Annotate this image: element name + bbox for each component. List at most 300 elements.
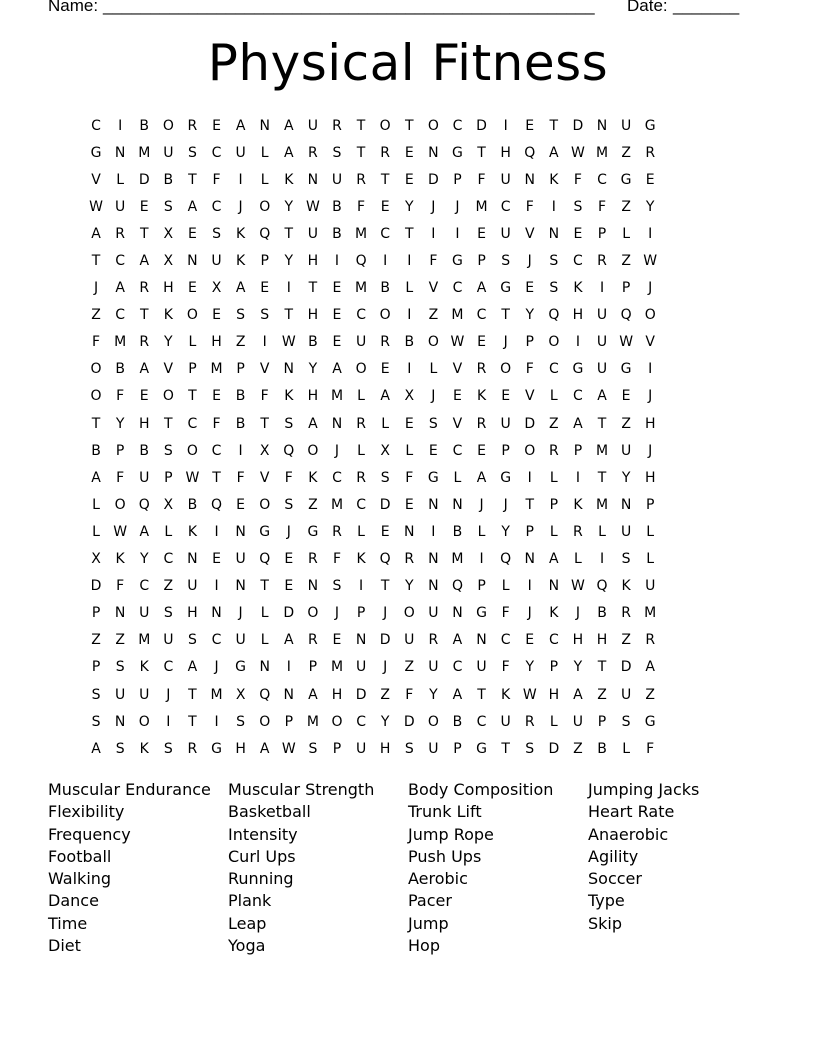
grid-letter[interactable]: C bbox=[500, 632, 511, 649]
grid-letter[interactable]: Q bbox=[211, 496, 223, 513]
grid-letter[interactable]: C bbox=[380, 225, 391, 242]
grid-letter[interactable]: N bbox=[620, 496, 632, 513]
grid-letter[interactable]: Z bbox=[91, 632, 101, 649]
grid-letter[interactable]: O bbox=[355, 361, 367, 378]
grid-letter[interactable]: M bbox=[210, 361, 223, 378]
grid-letter[interactable]: N bbox=[211, 605, 222, 622]
grid-letter[interactable]: P bbox=[477, 253, 486, 270]
grid-letter[interactable]: S bbox=[404, 740, 414, 757]
grid-letter[interactable]: Y bbox=[501, 523, 510, 540]
grid-letter[interactable]: Q bbox=[620, 307, 632, 324]
grid-letter[interactable]: K bbox=[115, 551, 125, 568]
grid-letter[interactable]: K bbox=[236, 225, 246, 242]
grid-letter[interactable]: B bbox=[332, 225, 342, 242]
grid-letter[interactable]: X bbox=[211, 280, 222, 297]
grid-letter[interactable]: R bbox=[573, 523, 583, 540]
grid-letter[interactable]: G bbox=[500, 280, 512, 297]
grid-letter[interactable]: T bbox=[477, 686, 486, 703]
grid-letter[interactable]: Z bbox=[621, 632, 631, 649]
grid-letter[interactable]: Y bbox=[404, 198, 414, 215]
grid-letter[interactable]: O bbox=[307, 605, 319, 622]
grid-letter[interactable]: L bbox=[549, 388, 558, 405]
grid-letter[interactable]: I bbox=[359, 578, 364, 595]
grid-letter[interactable]: O bbox=[548, 334, 560, 351]
grid-letter[interactable]: E bbox=[236, 496, 246, 513]
grid-letter[interactable]: E bbox=[332, 307, 342, 324]
grid-letter[interactable]: F bbox=[116, 388, 125, 405]
grid-letter[interactable]: L bbox=[357, 523, 365, 540]
grid-letter[interactable]: L bbox=[357, 442, 365, 459]
grid-letter[interactable]: N bbox=[283, 686, 295, 703]
grid-letter[interactable]: C bbox=[573, 253, 583, 270]
grid-letter[interactable]: N bbox=[548, 578, 560, 595]
grid-letter[interactable]: J bbox=[238, 605, 243, 622]
grid-letter[interactable]: C bbox=[356, 496, 366, 513]
grid-letter[interactable]: E bbox=[525, 280, 535, 297]
grid-letter[interactable]: S bbox=[525, 740, 535, 757]
grid-letter[interactable]: F bbox=[501, 605, 510, 622]
grid-letter[interactable]: C bbox=[187, 415, 198, 432]
grid-letter[interactable]: W bbox=[89, 198, 103, 215]
grid-letter[interactable]: O bbox=[259, 713, 271, 730]
grid-letter[interactable]: L bbox=[188, 334, 197, 351]
grid-letter[interactable]: O bbox=[403, 605, 415, 622]
grid-letter[interactable]: R bbox=[356, 469, 366, 486]
grid-letter[interactable]: H bbox=[187, 605, 198, 622]
grid-letter[interactable]: E bbox=[453, 388, 462, 405]
grid-letter[interactable]: U bbox=[428, 605, 439, 622]
grid-letter[interactable]: P bbox=[164, 469, 173, 486]
grid-letter[interactable]: A bbox=[259, 740, 270, 757]
grid-letter[interactable]: J bbox=[383, 659, 388, 676]
grid-letter[interactable]: S bbox=[621, 551, 631, 568]
grid-letter[interactable]: A bbox=[139, 253, 150, 270]
grid-letter[interactable]: K bbox=[308, 469, 318, 486]
grid-letter[interactable]: E bbox=[404, 144, 414, 161]
grid-letter[interactable]: C bbox=[91, 117, 101, 134]
grid-letter[interactable]: A bbox=[284, 144, 294, 161]
grid-letter[interactable]: L bbox=[549, 713, 558, 730]
grid-letter[interactable]: C bbox=[163, 659, 174, 676]
grid-letter[interactable]: T bbox=[284, 307, 294, 324]
grid-letter[interactable]: H bbox=[307, 388, 319, 405]
grid-letter[interactable]: R bbox=[187, 117, 198, 134]
grid-letter[interactable]: E bbox=[332, 334, 342, 351]
grid-letter[interactable]: A bbox=[187, 198, 198, 215]
grid-letter[interactable]: A bbox=[284, 632, 294, 649]
grid-letter[interactable]: P bbox=[525, 334, 534, 351]
grid-letter[interactable]: G bbox=[620, 171, 632, 188]
grid-letter[interactable]: G bbox=[259, 523, 271, 540]
grid-letter[interactable]: K bbox=[139, 659, 149, 676]
grid-letter[interactable]: Y bbox=[139, 551, 149, 568]
grid-letter[interactable]: I bbox=[238, 171, 243, 188]
grid-letter[interactable]: J bbox=[431, 388, 436, 405]
grid-letter[interactable]: I bbox=[599, 551, 605, 568]
grid-letter[interactable]: I bbox=[551, 198, 556, 215]
grid-letter[interactable]: P bbox=[477, 578, 486, 595]
grid-letter[interactable]: Z bbox=[621, 144, 631, 161]
grid-letter[interactable]: R bbox=[308, 632, 318, 649]
grid-letter[interactable]: C bbox=[548, 361, 559, 378]
grid-letter[interactable]: P bbox=[453, 740, 462, 757]
grid-letter[interactable]: S bbox=[163, 198, 173, 215]
grid-letter[interactable]: E bbox=[284, 578, 294, 595]
grid-letter[interactable]: U bbox=[500, 713, 511, 730]
grid-letter[interactable]: T bbox=[597, 469, 607, 486]
grid-letter[interactable]: P bbox=[284, 713, 294, 730]
grid-letter[interactable]: Z bbox=[621, 198, 631, 215]
grid-letter[interactable]: E bbox=[645, 171, 655, 188]
grid-letter[interactable]: G bbox=[211, 740, 222, 757]
grid-letter[interactable]: U bbox=[163, 144, 174, 161]
grid-letter[interactable]: F bbox=[116, 469, 125, 486]
grid-letter[interactable]: T bbox=[91, 253, 101, 270]
grid-letter[interactable]: E bbox=[212, 551, 221, 568]
grid-letter[interactable]: T bbox=[356, 144, 366, 161]
grid-letter[interactable]: W bbox=[643, 253, 658, 270]
grid-letter[interactable]: E bbox=[525, 632, 535, 649]
grid-letter[interactable]: Q bbox=[138, 496, 150, 513]
grid-letter[interactable]: S bbox=[332, 578, 342, 595]
grid-letter[interactable]: U bbox=[404, 632, 415, 649]
grid-letter[interactable]: H bbox=[572, 632, 584, 649]
grid-letter[interactable]: L bbox=[622, 225, 631, 242]
grid-letter[interactable]: N bbox=[114, 605, 126, 622]
grid-letter[interactable]: P bbox=[621, 280, 631, 297]
grid-letter[interactable]: A bbox=[308, 686, 318, 703]
grid-letter[interactable]: B bbox=[404, 334, 415, 351]
grid-letter[interactable]: I bbox=[214, 523, 219, 540]
grid-letter[interactable]: U bbox=[211, 253, 222, 270]
grid-letter[interactable]: H bbox=[163, 280, 174, 297]
grid-letter[interactable]: P bbox=[308, 659, 318, 676]
grid-letter[interactable]: R bbox=[380, 334, 391, 351]
grid-letter[interactable]: S bbox=[501, 253, 511, 270]
grid-letter[interactable]: C bbox=[452, 659, 463, 676]
grid-letter[interactable]: U bbox=[428, 659, 439, 676]
grid-letter[interactable]: G bbox=[427, 469, 439, 486]
grid-letter[interactable]: L bbox=[92, 496, 100, 513]
grid-letter[interactable]: E bbox=[187, 280, 197, 297]
grid-letter[interactable]: G bbox=[644, 713, 656, 730]
grid-letter[interactable]: I bbox=[599, 280, 605, 297]
grid-letter[interactable]: Q bbox=[548, 307, 560, 324]
grid-letter[interactable]: K bbox=[356, 551, 366, 568]
grid-letter[interactable]: N bbox=[259, 659, 270, 676]
grid-letter[interactable]: L bbox=[477, 523, 486, 540]
grid-letter[interactable]: R bbox=[645, 144, 656, 161]
grid-letter[interactable]: A bbox=[139, 361, 150, 378]
grid-letter[interactable]: F bbox=[332, 551, 342, 568]
grid-letter[interactable]: D bbox=[283, 605, 295, 622]
grid-letter[interactable]: E bbox=[380, 523, 390, 540]
grid-letter[interactable]: I bbox=[214, 578, 219, 595]
grid-letter[interactable]: L bbox=[405, 280, 414, 297]
grid-letter[interactable]: A bbox=[332, 361, 342, 378]
grid-letter[interactable]: O bbox=[90, 388, 102, 405]
grid-letter[interactable]: Q bbox=[355, 253, 367, 270]
grid-letter[interactable]: Q bbox=[259, 551, 271, 568]
grid-letter[interactable]: V bbox=[259, 361, 270, 378]
grid-letter[interactable]: I bbox=[118, 117, 123, 134]
grid-letter[interactable]: E bbox=[212, 307, 221, 324]
grid-letter[interactable]: Z bbox=[163, 578, 174, 595]
grid-letter[interactable]: A bbox=[476, 280, 487, 297]
grid-letter[interactable]: F bbox=[357, 198, 366, 215]
grid-letter[interactable]: A bbox=[573, 686, 583, 703]
grid-letter[interactable]: S bbox=[284, 496, 294, 513]
grid-letter[interactable]: R bbox=[308, 551, 318, 568]
grid-letter[interactable]: L bbox=[574, 551, 582, 568]
grid-letter[interactable]: P bbox=[332, 740, 342, 757]
grid-letter[interactable]: S bbox=[428, 415, 438, 432]
grid-letter[interactable]: P bbox=[188, 361, 197, 378]
grid-letter[interactable]: X bbox=[404, 388, 415, 405]
grid-letter[interactable]: W bbox=[281, 334, 296, 351]
grid-letter[interactable]: C bbox=[476, 713, 487, 730]
grid-letter[interactable]: I bbox=[527, 578, 532, 595]
grid-letter[interactable]: X bbox=[163, 225, 174, 242]
grid-letter[interactable]: F bbox=[212, 415, 221, 432]
grid-letter[interactable]: J bbox=[527, 605, 532, 622]
grid-letter[interactable]: L bbox=[622, 740, 631, 757]
grid-letter[interactable]: B bbox=[452, 713, 463, 730]
grid-letter[interactable]: F bbox=[92, 334, 101, 351]
grid-letter[interactable]: A bbox=[91, 225, 101, 242]
grid-letter[interactable]: I bbox=[407, 307, 412, 324]
grid-letter[interactable]: T bbox=[597, 659, 607, 676]
grid-letter[interactable]: D bbox=[427, 171, 439, 188]
grid-letter[interactable]: V bbox=[91, 171, 101, 188]
grid-letter[interactable]: N bbox=[114, 144, 126, 161]
grid-letter[interactable]: Y bbox=[525, 307, 535, 324]
grid-letter[interactable]: K bbox=[476, 388, 487, 405]
grid-letter[interactable]: S bbox=[91, 686, 101, 703]
grid-letter[interactable]: E bbox=[332, 632, 342, 649]
grid-letter[interactable]: G bbox=[235, 659, 247, 676]
grid-letter[interactable]: H bbox=[138, 415, 150, 432]
grid-letter[interactable]: H bbox=[596, 632, 608, 649]
grid-letter[interactable]: X bbox=[163, 253, 174, 270]
grid-letter[interactable]: M bbox=[595, 442, 609, 459]
grid-letter[interactable]: S bbox=[212, 225, 221, 242]
grid-letter[interactable]: F bbox=[429, 253, 438, 270]
grid-letter[interactable]: T bbox=[139, 307, 149, 324]
grid-letter[interactable]: C bbox=[452, 280, 463, 297]
grid-letter[interactable]: D bbox=[524, 415, 536, 432]
grid-letter[interactable]: T bbox=[284, 225, 294, 242]
grid-letter[interactable]: S bbox=[163, 442, 173, 459]
grid-letter[interactable]: F bbox=[597, 198, 607, 215]
grid-letter[interactable]: S bbox=[236, 307, 246, 324]
grid-letter[interactable]: U bbox=[307, 225, 319, 242]
grid-letter[interactable]: W bbox=[450, 334, 465, 351]
grid-letter[interactable]: A bbox=[91, 740, 101, 757]
grid-letter[interactable]: F bbox=[501, 659, 510, 676]
grid-letter[interactable]: E bbox=[380, 198, 390, 215]
grid-letter[interactable]: N bbox=[476, 632, 487, 649]
grid-letter[interactable]: E bbox=[477, 334, 486, 351]
grid-letter[interactable]: N bbox=[548, 225, 560, 242]
grid-letter[interactable]: M bbox=[330, 659, 344, 676]
grid-letter[interactable]: X bbox=[163, 496, 174, 513]
grid-letter[interactable]: X bbox=[380, 442, 390, 459]
grid-letter[interactable]: O bbox=[427, 713, 439, 730]
grid-letter[interactable]: E bbox=[187, 225, 197, 242]
grid-letter[interactable]: B bbox=[235, 415, 246, 432]
grid-letter[interactable]: S bbox=[332, 144, 342, 161]
grid-letter[interactable]: S bbox=[91, 713, 101, 730]
grid-letter[interactable]: K bbox=[187, 523, 198, 540]
grid-letter[interactable]: P bbox=[525, 523, 534, 540]
grid-letter[interactable]: O bbox=[259, 198, 271, 215]
grid-letter[interactable]: E bbox=[525, 117, 535, 134]
grid-letter[interactable]: X bbox=[259, 442, 270, 459]
grid-letter[interactable]: D bbox=[379, 496, 391, 513]
grid-letter[interactable]: I bbox=[575, 469, 580, 486]
grid-letter[interactable]: G bbox=[620, 361, 632, 378]
grid-letter[interactable]: E bbox=[501, 388, 511, 405]
grid-letter[interactable]: J bbox=[431, 198, 436, 215]
name-blank-line[interactable]: ____________________________________________________ bbox=[103, 0, 595, 15]
grid-letter[interactable]: O bbox=[138, 713, 150, 730]
grid-letter[interactable]: T bbox=[164, 415, 173, 432]
grid-letter[interactable]: U bbox=[355, 334, 367, 351]
grid-letter[interactable]: F bbox=[236, 469, 245, 486]
grid-letter[interactable]: J bbox=[503, 334, 508, 351]
grid-letter[interactable]: E bbox=[404, 496, 414, 513]
grid-letter[interactable]: B bbox=[308, 334, 318, 351]
grid-letter[interactable]: V bbox=[452, 415, 463, 432]
grid-letter[interactable]: B bbox=[452, 523, 463, 540]
grid-letter[interactable]: I bbox=[407, 361, 412, 378]
grid-letter[interactable]: R bbox=[332, 523, 342, 540]
grid-letter[interactable]: J bbox=[479, 496, 484, 513]
grid-letter[interactable]: A bbox=[308, 415, 318, 432]
grid-letter[interactable]: D bbox=[620, 659, 632, 676]
grid-letter[interactable]: I bbox=[479, 551, 484, 568]
grid-letter[interactable]: T bbox=[501, 740, 510, 757]
grid-letter[interactable]: O bbox=[259, 496, 271, 513]
grid-letter[interactable]: B bbox=[115, 361, 125, 378]
grid-letter[interactable]: S bbox=[308, 740, 318, 757]
grid-letter[interactable]: U bbox=[500, 415, 511, 432]
grid-letter[interactable]: S bbox=[115, 659, 125, 676]
grid-letter[interactable]: F bbox=[405, 686, 414, 703]
grid-letter[interactable]: L bbox=[501, 578, 510, 595]
grid-letter[interactable]: U bbox=[572, 713, 584, 730]
grid-letter[interactable]: L bbox=[164, 523, 173, 540]
grid-letter[interactable]: L bbox=[92, 523, 100, 540]
grid-letter[interactable]: I bbox=[286, 659, 291, 676]
grid-letter[interactable]: W bbox=[571, 578, 585, 595]
grid-letter[interactable]: J bbox=[383, 605, 388, 622]
grid-letter[interactable]: I bbox=[383, 253, 388, 270]
grid-letter[interactable]: N bbox=[187, 253, 198, 270]
grid-letter[interactable]: B bbox=[597, 740, 607, 757]
grid-letter[interactable]: L bbox=[381, 415, 390, 432]
grid-letter[interactable]: P bbox=[236, 361, 245, 378]
grid-letter[interactable]: G bbox=[452, 253, 463, 270]
grid-letter[interactable]: Y bbox=[115, 415, 125, 432]
grid-letter[interactable]: C bbox=[452, 117, 463, 134]
grid-letter[interactable]: Y bbox=[284, 198, 294, 215]
grid-letter[interactable]: M bbox=[475, 198, 488, 215]
grid-letter[interactable]: G bbox=[476, 740, 487, 757]
grid-letter[interactable]: J bbox=[214, 659, 219, 676]
grid-letter[interactable]: A bbox=[597, 388, 607, 405]
grid-letter[interactable]: J bbox=[648, 442, 653, 459]
grid-letter[interactable]: C bbox=[163, 551, 174, 568]
grid-letter[interactable]: C bbox=[452, 442, 463, 459]
grid-letter[interactable]: E bbox=[212, 388, 221, 405]
grid-letter[interactable]: Q bbox=[379, 551, 391, 568]
grid-letter[interactable]: D bbox=[138, 171, 150, 188]
grid-letter[interactable]: I bbox=[431, 225, 436, 242]
grid-letter[interactable]: C bbox=[548, 632, 559, 649]
grid-letter[interactable]: S bbox=[549, 280, 559, 297]
grid-letter[interactable]: L bbox=[453, 469, 462, 486]
grid-letter[interactable]: J bbox=[648, 280, 653, 297]
grid-letter[interactable]: K bbox=[236, 253, 246, 270]
grid-letter[interactable]: I bbox=[648, 361, 653, 378]
grid-letter[interactable]: D bbox=[548, 740, 560, 757]
grid-letter[interactable]: R bbox=[548, 442, 559, 459]
grid-letter[interactable]: P bbox=[645, 496, 655, 513]
grid-letter[interactable]: T bbox=[188, 713, 197, 730]
grid-letter[interactable]: A bbox=[380, 388, 390, 405]
grid-letter[interactable]: Z bbox=[549, 415, 559, 432]
grid-letter[interactable]: S bbox=[163, 740, 173, 757]
grid-letter[interactable]: J bbox=[527, 253, 532, 270]
grid-letter[interactable]: M bbox=[138, 632, 151, 649]
grid-letter[interactable]: U bbox=[235, 144, 246, 161]
grid-letter[interactable]: I bbox=[407, 253, 412, 270]
grid-letter[interactable]: C bbox=[573, 388, 583, 405]
grid-letter[interactable]: J bbox=[166, 686, 171, 703]
grid-letter[interactable]: J bbox=[334, 442, 340, 459]
grid-letter[interactable]: M bbox=[355, 280, 368, 297]
grid-letter[interactable]: G bbox=[307, 523, 319, 540]
grid-letter[interactable]: V bbox=[163, 361, 174, 378]
grid-letter[interactable]: D bbox=[90, 578, 102, 595]
grid-letter[interactable]: I bbox=[262, 334, 267, 351]
grid-letter[interactable]: U bbox=[235, 551, 246, 568]
grid-letter[interactable]: R bbox=[115, 225, 125, 242]
grid-letter[interactable]: O bbox=[427, 334, 439, 351]
grid-letter[interactable]: I bbox=[166, 713, 171, 730]
grid-letter[interactable]: H bbox=[235, 740, 246, 757]
grid-letter[interactable]: P bbox=[453, 171, 462, 188]
grid-letter[interactable]: K bbox=[163, 307, 173, 324]
grid-letter[interactable]: N bbox=[114, 713, 126, 730]
grid-letter[interactable]: A bbox=[452, 686, 463, 703]
grid-letter[interactable]: T bbox=[477, 144, 486, 161]
grid-letter[interactable]: W bbox=[571, 144, 585, 161]
grid-letter[interactable]: M bbox=[210, 686, 223, 703]
grid-letter[interactable]: H bbox=[331, 686, 343, 703]
grid-letter[interactable]: Z bbox=[621, 253, 631, 270]
grid-letter[interactable]: T bbox=[91, 415, 101, 432]
grid-letter[interactable]: G bbox=[500, 469, 512, 486]
grid-letter[interactable]: H bbox=[572, 307, 584, 324]
grid-letter[interactable]: I bbox=[214, 713, 219, 730]
grid-letter[interactable]: E bbox=[573, 225, 583, 242]
grid-letter[interactable]: I bbox=[286, 280, 291, 297]
grid-letter[interactable]: N bbox=[428, 551, 439, 568]
grid-letter[interactable]: U bbox=[428, 740, 439, 757]
